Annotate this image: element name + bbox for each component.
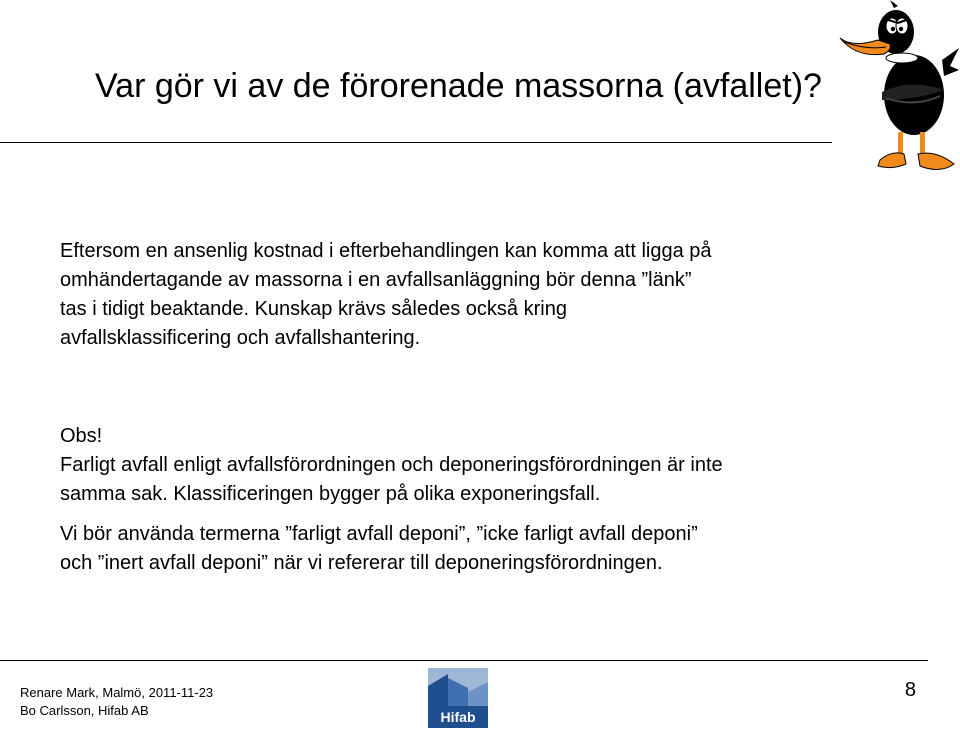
paragraph-intro xyxy=(60,237,860,353)
text-line: Vi bör använda termerna ”farligt avfall deponi”, ”icke farligt avfall deponi” xyxy=(60,523,698,545)
text-line: Farligt avfall enligt avfallsförordningen och deponeringsförordningen är inte xyxy=(60,454,723,476)
footer-author-line2: Bo Carlsson, Hifab AB xyxy=(20,703,149,718)
footer-author-line1: Renare Mark, Malmö, 2011-11-23 xyxy=(20,685,214,700)
title-divider xyxy=(0,142,832,143)
text-line: tas i tidigt beaktande. Kunskap krävs således också kring xyxy=(60,298,567,320)
text-line: omhändertagande av massorna i en avfallsanläggning bör denna ”länk” xyxy=(60,269,692,291)
cartoon-duck-icon xyxy=(832,0,960,178)
text-line: samma sak. Klassificeringen bygger på olika exponeringsfall. xyxy=(60,483,601,505)
page-number: 8 xyxy=(904,679,916,701)
hifab-logo-icon xyxy=(428,668,488,728)
slide-title: Var gör vi av de förorenade massorna (avfallet)? xyxy=(95,67,822,105)
text-line: avfallsklassificering och avfallshantering. xyxy=(60,327,421,349)
footer-divider xyxy=(0,660,928,661)
note-label: Obs! xyxy=(60,425,103,447)
paragraph-note xyxy=(60,422,860,509)
logo-text: Hifab xyxy=(440,709,476,725)
text-line: och ”inert avfall deponi” när vi refererar till deponeringsförordningen. xyxy=(60,552,663,574)
text-line: Eftersom en ansenlig kostnad i efterbehandlingen kan komma att ligga på xyxy=(60,240,712,262)
paragraph-terms xyxy=(60,520,860,578)
